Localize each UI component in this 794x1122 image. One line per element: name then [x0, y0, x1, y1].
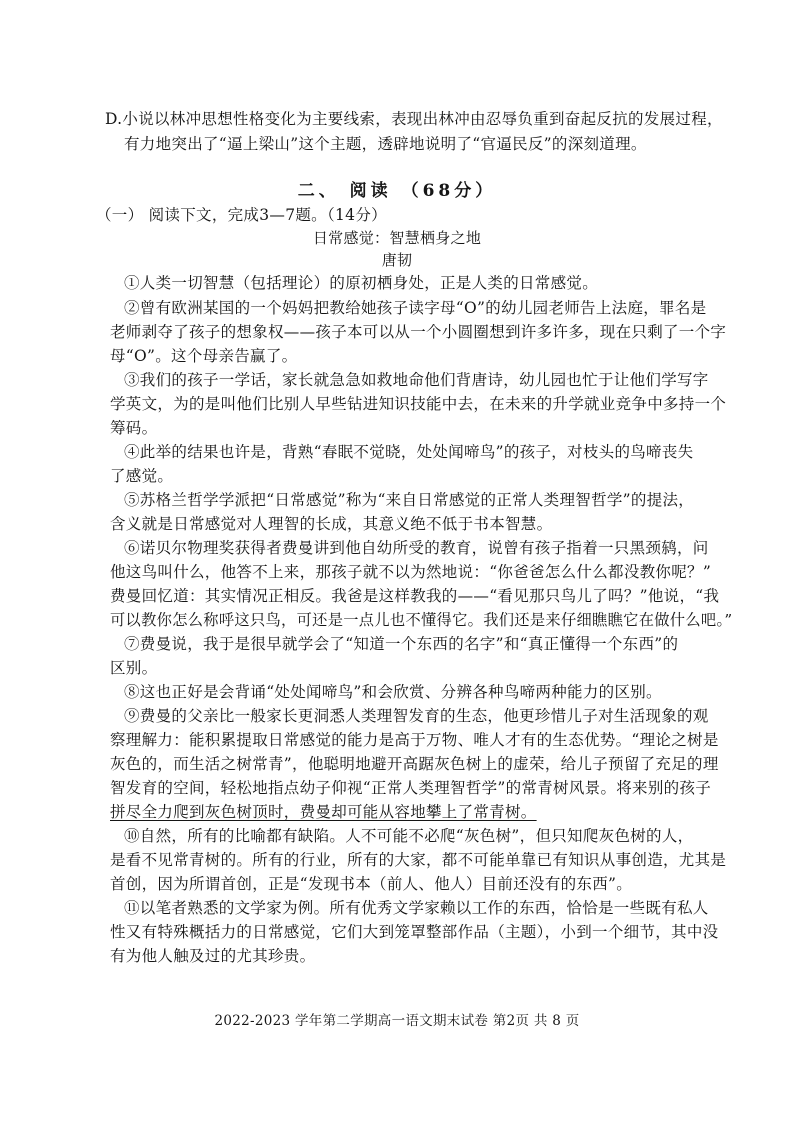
- para-2-line-3: 母“O”。这个母亲告赢了。: [110, 347, 298, 365]
- para-9-line-5-underlined: 拼尽全力爬到灰色树顶时，费曼却可能从容地攀上了常青树。: [110, 803, 537, 821]
- para-9-line-4: 智发育的空间，轻松地指点幼子仰视“正常人类理智哲学”的常青树风景。将来别的孩子: [110, 779, 712, 797]
- para-9-line-3: 灰色的，而生活之树常青”，他聪明地避开高踞灰色树上的虚荣，给儿子预留了充足的理: [110, 755, 719, 773]
- article-title: 日常感觉：智慧栖身之地: [312, 229, 482, 247]
- para-9-line-2: 察理解力：能积累提取日常感觉的能力是高于万物、唯人才有的生态优势。“理论之树是: [110, 731, 719, 749]
- para-6-line-1: ⑥诺贝尔物理奖获得者费曼讲到他自幼所受的教育，说曾有孩子指着一只黑颈鸫，问: [124, 539, 709, 557]
- para-3-line-3: 筹码。: [110, 419, 158, 437]
- page-footer: 2022-2023 学年第二学期高一语文期末试卷 第2页 共 8 页: [214, 1013, 580, 1029]
- para-11-line-1: ⑪以笔者熟悉的文学家为例。所有优秀文学家赖以工作的东西，恰恰是一些既有私人: [124, 899, 709, 917]
- para-6-line-3: 费曼回忆道：其实情况正相反。我爸是这样教我的——“看见那只鸟儿了吗？”他说，“我: [110, 587, 720, 605]
- para-3-line-2: 学英文，为的是叫他们比别人早些钻进知识技能中去，在未来的升学就业竞争中多持一个: [110, 395, 727, 413]
- para-1-line-1: ①人类一切智慧（包括理论）的原初栖身处，正是人类的日常感觉。: [124, 274, 599, 292]
- para-10-line-1: ⑩自然，所有的比喻都有缺陷。人不可能不必爬“灰色树”，但只知爬灰色树的人，: [124, 827, 694, 845]
- para-4-line-1: ④此举的结果也许是，背熟“春眠不觉晓，处处闻啼鸟”的孩子，对枝头的鸟啼丧失: [124, 443, 694, 461]
- para-7-line-2: 区别。: [110, 659, 158, 677]
- para-9-line-1: ⑨费曼的父亲比一般家长更洞悉人类理智发育的生态，他更珍惜儿子对生活现象的观: [124, 707, 709, 725]
- article-author: 唐韧: [381, 251, 413, 269]
- para-10-line-2: 是看不见常青树的。所有的行业，所有的大家，都不可能单靠已有知识从事创造，尤其是: [110, 851, 727, 869]
- option-d-line-2: 有力地突出了“逼上梁山”这个主题，透辟地说明了“官逼民反”的深刻道理。: [124, 135, 647, 153]
- para-3-line-1: ③我们的孩子一学话，家长就急急如救地命他们背唐诗，幼儿园也忙于让他们学写字: [124, 371, 709, 389]
- section-title: 二、 阅读 （68分）: [297, 181, 497, 201]
- para-10-line-3: 首创，因为所谓首创，正是“发现书本（前人、他人）目前还没有的东西”。: [110, 875, 633, 893]
- para-11-line-3: 有为他人触及过的尤其珍贵。: [110, 947, 316, 965]
- para-2-line-2: 老师剥夺了孩子的想象权——孩子本可以从一个小圆圈想到许多许多，现在只剩了一个字: [110, 323, 727, 341]
- para-8-line-1: ⑧这也正好是会背诵“处处闻啼鸟”和会欣赏、分辨各种鸟啼两种能力的区别。: [124, 683, 662, 701]
- section-subtitle: （一） 阅读下文，完成3—7题。（14分）: [96, 206, 387, 224]
- para-4-line-2: 了感觉。: [110, 467, 174, 485]
- para-7-line-1: ⑦费曼说，我于是很早就学会了“知道一个东西的名字”和“真正懂得一个东西”的: [124, 635, 679, 653]
- option-d-line-1: D.小说以林冲思想性格变化为主要线索，表现出林冲由忍辱负重到奋起反抗的发展过程，: [105, 110, 723, 128]
- para-5-line-1: ⑤苏格兰哲学学派把“日常感觉”称为“来自日常感觉的正常人类理智哲学”的提法，: [124, 491, 695, 509]
- para-6-line-4: 可以教你怎么称呼这只鸟，可还是一点儿也不懂得它。我们还是来仔细瞧瞧它在做什么吧。”: [110, 611, 733, 629]
- para-2-line-1: ②曾有欧洲某国的一个妈妈把教给她孩子读字母“O”的幼儿园老师告上法庭，罪名是: [124, 299, 707, 317]
- para-6-line-2: 他这鸟叫什么，他答不上来，那孩子就不以为然地说：“你爸爸怎么什么都没教你呢？”: [110, 563, 712, 581]
- para-11-line-2: 性又有特殊概括力的日常感觉，它们大到笼罩整部作品（主题），小到一个细节，其中没: [110, 923, 719, 941]
- para-5-line-2: 含义就是日常感觉对人理智的长成，其意义绝不低于书本智慧。: [110, 515, 553, 533]
